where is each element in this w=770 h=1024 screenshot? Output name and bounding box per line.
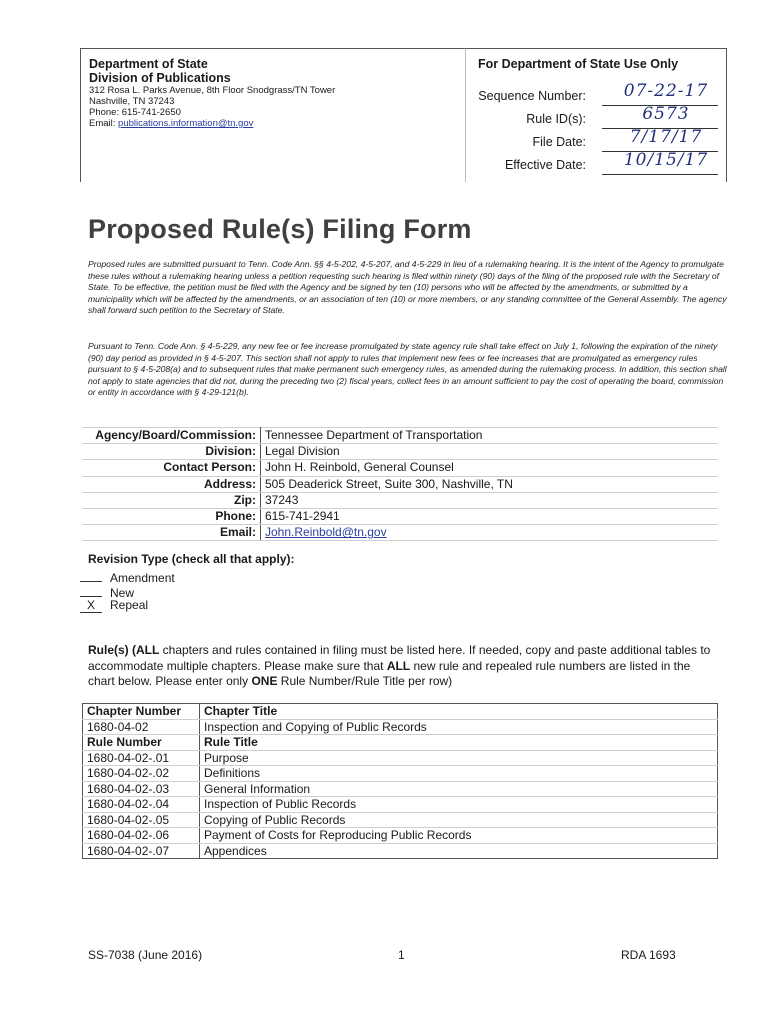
rules-instructions <box>88 643 718 690</box>
rule-id-label: Rule ID(s): <box>526 112 586 126</box>
table-row <box>83 719 718 735</box>
table-row <box>83 797 718 813</box>
agency-value: Tennessee Department of Transportation <box>261 428 719 444</box>
email-row <box>82 525 718 541</box>
rule-number-header: Rule Number <box>83 735 200 751</box>
fee-paragraph: Pursuant to Tenn. Code Ann. § 4-5-229, any new fee or fee increase promulgated by state agency rule shall take effect on July 1, following the expiration of the ninety (90) day period as provided in § 4-5-207. This section shall not apply to rules that implement new fees or fee increases that are promulgated as emergency rules pursuant to § 4-5-208(a) and to subsequent rules that make permanent such emergency rules, as amended during the rulemaking process. In addition, this section shall not apply to state agencies that did not, during the preceding two (2) fiscal years, collect fees in an amount sufficient to pay the cost of operating the board, commission or entity in accordance with § 4-29-121(b). <box>88 341 727 398</box>
rules-intro-one: ONE <box>251 674 278 688</box>
page-title: Proposed Rule(s) Filing Form <box>88 214 472 244</box>
rule-title-cell: Definitions <box>200 766 718 782</box>
sequence-number-label: Sequence Number: <box>478 89 586 103</box>
contact-email-link[interactable]: John.Reinbold@tn.gov <box>265 525 387 540</box>
rule-number-cell: 1680-04-02-.04 <box>83 797 200 813</box>
table-row <box>83 704 718 720</box>
revision-option-amendment[interactable] <box>80 568 175 583</box>
effective-date-row <box>466 150 716 180</box>
table-row <box>83 766 718 782</box>
table-row <box>83 735 718 751</box>
rules-intro-all-2: ALL <box>386 658 411 673</box>
revision-checkbox-new[interactable] <box>80 583 102 597</box>
table-row <box>83 781 718 797</box>
department-email-link[interactable]: publications.information@tn.gov <box>118 118 254 129</box>
rule-id-value: 6573 <box>642 104 690 124</box>
rules-intro-text-2: new rule and repealed rule numbers are listed in the chart below. Please enter only <box>88 658 691 688</box>
department-header <box>80 48 465 182</box>
table-row <box>83 812 718 828</box>
email-label: Email: <box>82 525 261 541</box>
rules-table <box>82 703 718 859</box>
rule-number-cell: 1680-04-02-.02 <box>83 766 200 782</box>
intro-paragraph: Proposed rules are submitted pursuant to Tenn. Code Ann. §§ 4-5-202, 4-5-207, and 4-5-229 in lieu of a rulemaking hearing. It is the intent of the Agency to promulgate these rules without a rulemaking hearing unless a petition requesting such hearing is filed within ninety (90) days of the filing of the proposed rule with the Secretary of State. To be effective, the petition must be filed with the Agency and be signed by ten (10) persons who will be affected by the amendments, or submitted by a municipality which will be affected by the amendments, or an association of ten (10) or more members, or any standing committee of the General Assembly. The agency shall forward such petition to the Secretary of State. <box>88 259 727 316</box>
rule-number-cell: 1680-04-02-.06 <box>83 828 200 844</box>
revision-checkbox-amendment[interactable] <box>80 568 102 582</box>
zip-row <box>82 492 718 508</box>
state-use-only-box <box>465 48 727 182</box>
rules-intro-all-1: ALL <box>136 643 160 657</box>
department-address: 312 Rosa L. Parks Avenue, 8th Floor Snodgrass/TN Tower <box>89 85 336 96</box>
table-row <box>83 828 718 844</box>
rules-intro-text-1: chapters and rules contained in filing must be listed here. If needed, copy and paste additional tables to accommodate multiple chapters. Please make sure that <box>88 643 711 673</box>
effective-date-line <box>602 174 718 175</box>
effective-date-value: 10/15/17 <box>623 150 709 170</box>
revision-checkbox-repeal[interactable]: X <box>80 599 102 613</box>
department-email-label: Email: <box>89 118 119 129</box>
chapter-title-cell: Inspection and Copying of Public Records <box>200 719 718 735</box>
division-row <box>82 444 718 460</box>
revision-label-repeal: Repeal <box>110 598 149 612</box>
rule-number-cell: 1680-04-02-.03 <box>83 781 200 797</box>
address-row <box>82 476 718 492</box>
chapter-number-cell: 1680-04-02 <box>83 719 200 735</box>
address-label: Address: <box>82 476 261 492</box>
zip-label: Zip: <box>82 492 261 508</box>
rule-title-cell: General Information <box>200 781 718 797</box>
revision-label-amendment: Amendment <box>110 571 175 585</box>
chapter-title-header: Chapter Title <box>200 704 718 720</box>
revision-type-title: Revision Type (check all that apply): <box>88 552 295 566</box>
agency-info-table <box>82 427 718 541</box>
state-use-only-title: For Department of State Use Only <box>478 57 679 71</box>
rda-number: RDA 1693 <box>621 948 676 962</box>
email-value <box>261 525 719 541</box>
rules-intro-prefix: Rule(s) ( <box>88 643 136 657</box>
rule-number-cell: 1680-04-02-.07 <box>83 843 200 859</box>
division-label: Division: <box>82 444 261 460</box>
division-value: Legal Division <box>261 444 719 460</box>
revision-option-repeal[interactable] <box>80 598 148 613</box>
rule-title-cell: Appendices <box>200 843 718 859</box>
rule-number-cell: 1680-04-02-.01 <box>83 750 200 766</box>
phone-row <box>82 508 718 524</box>
department-email-line <box>89 118 465 129</box>
rule-title-cell: Copying of Public Records <box>200 812 718 828</box>
table-row <box>83 750 718 766</box>
contact-person-row <box>82 460 718 476</box>
revision-label-new: New <box>110 586 135 600</box>
effective-date-label: Effective Date: <box>504 158 586 172</box>
phone-label: Phone: <box>82 508 261 524</box>
revision-option-new[interactable] <box>80 583 134 598</box>
rules-intro-text-3: Rule Number/Rule Title per row) <box>277 674 453 688</box>
department-phone: Phone: 615-741-2650 <box>89 107 181 118</box>
table-row <box>83 843 718 859</box>
file-date-value: 7/17/17 <box>629 127 703 147</box>
form-id: SS-7038 (June 2016) <box>88 948 203 962</box>
rule-number-cell: 1680-04-02-.05 <box>83 812 200 828</box>
zip-value: 37243 <box>261 492 719 508</box>
address-value: 505 Deaderick Street, Suite 300, Nashville, TN <box>261 476 719 492</box>
department-city: Nashville, TN 37243 <box>89 96 175 107</box>
sequence-number-value: 07-22-17 <box>623 81 709 101</box>
contact-person-value: John H. Reinbold, General Counsel <box>261 460 719 476</box>
department-name: Department of State <box>89 57 208 71</box>
chapter-number-header: Chapter Number <box>83 704 200 720</box>
agency-label: Agency/Board/Commission: <box>82 428 261 444</box>
agency-row <box>82 428 718 444</box>
page-number: 1 <box>398 948 405 962</box>
file-date-label: File Date: <box>532 135 586 149</box>
rule-title-cell: Payment of Costs for Reproducing Public Records <box>200 828 718 844</box>
rule-title-cell: Purpose <box>200 750 718 766</box>
phone-value: 615-741-2941 <box>261 508 719 524</box>
rule-title-cell: Inspection of Public Records <box>200 797 718 813</box>
rule-title-header: Rule Title <box>200 735 718 751</box>
contact-person-label: Contact Person: <box>82 460 261 476</box>
division-name: Division of Publications <box>89 71 231 85</box>
